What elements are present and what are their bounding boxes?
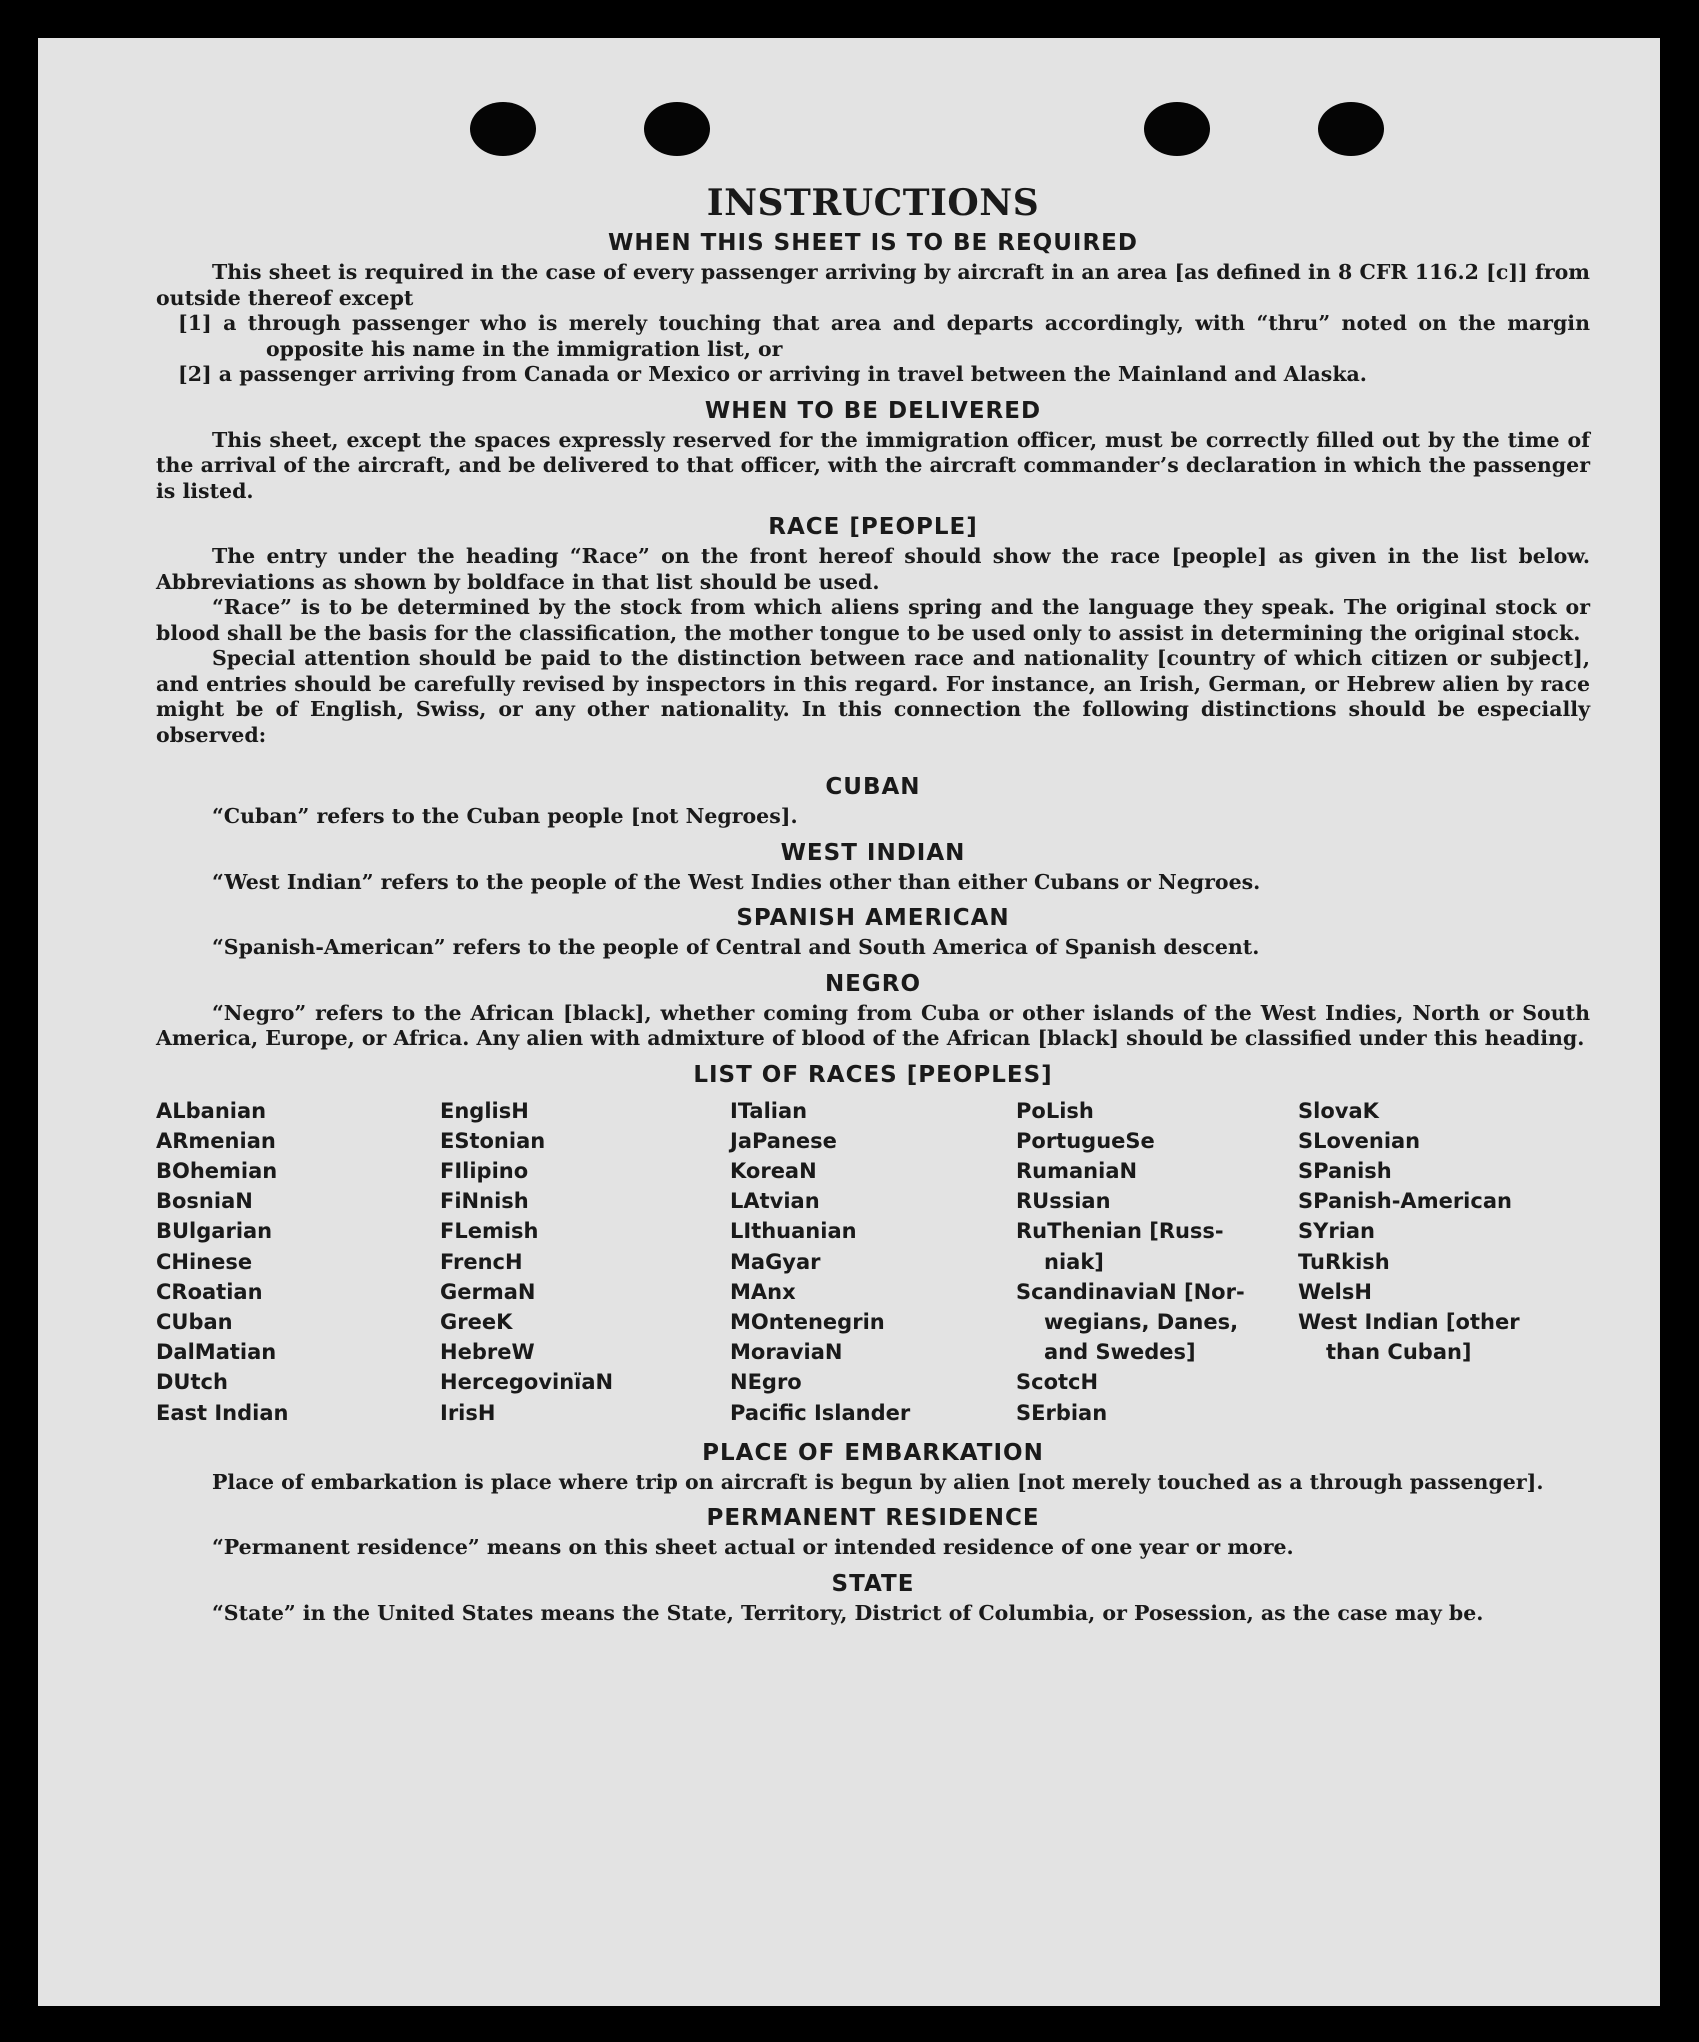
spanish-american-text: “Spanish-American” refers to the people of Central and South America of Spanish descent. — [212, 935, 1260, 959]
section-heading-embarkation: PLACE OF EMBARKATION — [702, 1439, 1044, 1466]
race-entry-continuation: and Swedes] — [1044, 1340, 1196, 1365]
race-entry: RumaniaN — [1016, 1158, 1138, 1183]
race-entry: PoLish — [1016, 1098, 1094, 1123]
punch-hole — [644, 102, 710, 156]
race-entry: ScandinaviaN [Nor- — [1016, 1279, 1245, 1304]
section-heading-race: RACE [PEOPLE] — [768, 514, 978, 540]
race-entry: KoreaN — [730, 1158, 817, 1183]
race-entry: HercegovinïaN — [440, 1370, 614, 1395]
race-entry: GreeK — [440, 1309, 513, 1334]
race-entry: CRoatian — [156, 1279, 263, 1304]
races-column — [1016, 1096, 1298, 1428]
delivered-text: This sheet, except the spaces expressly reserved for the immigration officer, must be correctly filled out by the time of the arrival of the aircraft, and be delivered to that officer, with the aircraft commander’s declaration in which the passenger is listed. — [156, 427, 1590, 503]
section-heading-negro: NEGRO — [824, 970, 922, 997]
race-entry: BosniaN — [156, 1189, 253, 1214]
negro-text: “Negro” refers to the African [black], whether coming from Cuba or other islands of the West Indies, North or South America, Europe, or Africa. Any alien with admixture of blood of the African [black] should be classified under this heading. — [156, 1000, 1590, 1050]
race-entry: TuRkish — [1298, 1249, 1390, 1274]
race-entry: EStonian — [440, 1128, 546, 1153]
race-entry: LIthuanian — [730, 1219, 857, 1244]
race-entry: SLovenian — [1298, 1128, 1421, 1153]
race-entry: WelsH — [1298, 1279, 1372, 1304]
punch-hole — [1318, 102, 1384, 156]
race-entry-continuation: wegians, Danes, — [1044, 1309, 1239, 1334]
punch-hole — [470, 102, 536, 156]
race-entry: IrisH — [440, 1400, 496, 1425]
required-intro: This sheet is required in the case of every passenger arriving by aircraft in an area [as defined in 8 CFR 116.2 [c]] from outside thereof except — [156, 260, 1590, 310]
section-heading-required: WHEN THIS SHEET IS TO BE REQUIRED — [608, 230, 1138, 256]
document-sheet — [38, 38, 1660, 2006]
race-entry-continuation: niak] — [1044, 1249, 1104, 1274]
west-indian-text: “West Indian” refers to the people of the West Indies other than either Cubans or Negroes. — [212, 869, 1261, 894]
race-entry: ALbanian — [156, 1098, 267, 1123]
embarkation-text: Place of embarkation is place where trip on aircraft is begun by alien [not merely touched as a through passenger]. — [212, 1469, 1544, 1494]
race-entry: SPanish — [1298, 1158, 1392, 1183]
race-entry: CUban — [156, 1309, 233, 1334]
race-entry: CHinese — [156, 1249, 253, 1274]
races-column — [1298, 1096, 1590, 1428]
race-entry: MAnx — [730, 1279, 796, 1304]
race-entry: FiNnish — [440, 1189, 529, 1214]
races-list — [156, 1096, 1590, 1428]
race-entry: MOntenegrin — [730, 1309, 885, 1334]
punch-hole — [1144, 102, 1210, 156]
race-entry: LAtvian — [730, 1189, 820, 1214]
race-entry: West Indian [other — [1298, 1309, 1520, 1334]
race-entry: FIlipino — [440, 1158, 529, 1183]
section-heading-delivered: WHEN TO BE DELIVERED — [704, 397, 1042, 424]
race-entry: ScotcH — [1016, 1370, 1099, 1395]
race-entry: NEgro — [730, 1370, 802, 1395]
race-entry: SYrian — [1298, 1219, 1376, 1244]
race-paragraph: The entry under the heading “Race” on the front hereof should show the race [people] as given in the list below. Abbreviations as shown by boldface in that list should be used. — [156, 544, 1590, 594]
race-entry: HebreW — [440, 1340, 535, 1365]
residence-text: “Permanent residence” means on this sheet actual or intended residence of one year or more. — [212, 1535, 1294, 1560]
race-entry-continuation: than Cuban] — [1326, 1340, 1472, 1365]
race-entry: RUssian — [1016, 1189, 1111, 1214]
state-text: “State” in the United States means the State, Territory, District of Columbia, or Posession, as the case may be. — [212, 1600, 1484, 1625]
section-heading-list-of-races: LIST OF RACES [PEOPLES] — [693, 1061, 1053, 1088]
section-heading-residence: PERMANENT RESIDENCE — [706, 1505, 1040, 1532]
race-paragraph: “Race” is to be determined by the stock from which aliens spring and the language they speak. The original stock or blood shall be the basis for the classification, the mother tongue to be used only to assist in determining the original stock. — [156, 595, 1590, 645]
required-item-1: [1] a through passenger who is merely touching that area and departs accordingly, with “thru” noted on the margin opposite his name in the immigration list, or — [178, 311, 1590, 361]
section-heading-west-indian: WEST INDIAN — [780, 839, 966, 866]
section-heading-cuban: CUBAN — [825, 774, 921, 800]
race-entry: RuThenian [Russ- — [1016, 1219, 1224, 1244]
races-column — [440, 1096, 730, 1428]
race-entry: SlovaK — [1298, 1098, 1379, 1123]
race-entry: PortugueSe — [1016, 1128, 1155, 1153]
race-entry: FrencH — [440, 1249, 523, 1274]
section-heading-state: STATE — [831, 1570, 915, 1597]
race-entry: East Indian — [156, 1400, 289, 1425]
race-entry: DUtch — [156, 1370, 228, 1395]
cuban-text: “Cuban” refers to the Cuban people [not Negroes]. — [212, 804, 798, 828]
race-entry: BUlgarian — [156, 1219, 273, 1244]
section-heading-spanish-american: SPANISH AMERICAN — [736, 905, 1010, 931]
race-entry: ARmenian — [156, 1128, 276, 1153]
race-entry: ITalian — [730, 1098, 808, 1123]
race-entry: FLemish — [440, 1219, 539, 1244]
race-entry: MoraviaN — [730, 1340, 843, 1365]
race-entry: GermaN — [440, 1279, 536, 1304]
required-item-2: [2] a passenger arriving from Canada or Mexico or arriving in travel between the Mainland and Alaska. — [178, 362, 1367, 386]
race-entry: JaPanese — [730, 1128, 837, 1153]
race-entry: SPanish-American — [1298, 1189, 1512, 1214]
race-entry: Pacific Islander — [730, 1400, 911, 1425]
race-entry: SErbian — [1016, 1400, 1108, 1425]
page-title: INSTRUCTIONS — [706, 182, 1040, 224]
races-column — [730, 1096, 1016, 1428]
race-paragraph: Special attention should be paid to the distinction between race and nationality [country of which citizen or subject], and entries should be carefully revised by inspectors in this regard. For instance, an Irish, German, or Hebrew alien by race might be of English, Swiss, or any other nationality. In this connection the following distinctions should be especially observed: — [156, 646, 1590, 747]
race-entry: BOhemian — [156, 1158, 278, 1183]
race-entry: DalMatian — [156, 1340, 277, 1365]
instructions-content — [156, 180, 1590, 1626]
race-entry: MaGyar — [730, 1249, 821, 1274]
races-column — [156, 1096, 440, 1428]
race-entry: EnglisH — [440, 1098, 529, 1123]
